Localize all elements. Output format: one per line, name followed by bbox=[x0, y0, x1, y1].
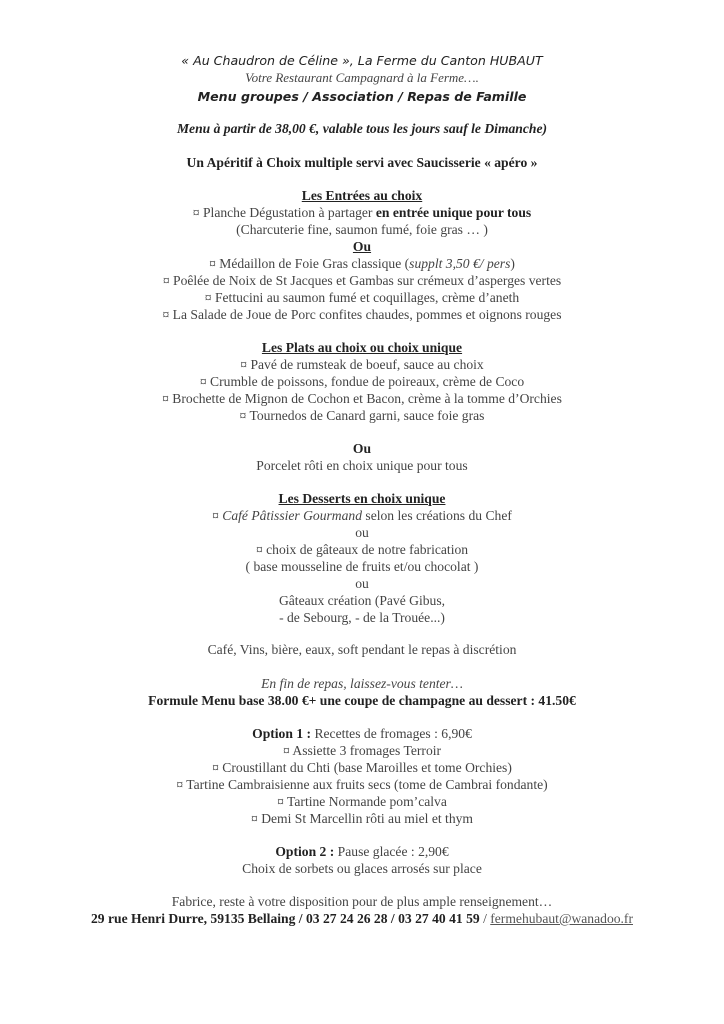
option2-label: Option 2 : bbox=[275, 844, 338, 859]
dessert-creation: Gâteaux création (Pavé Gibus, bbox=[278, 593, 446, 608]
dessert-gateaux-detail: ( base mousseline de fruits et/ou chocolat ) bbox=[245, 559, 479, 574]
option1-item: ¤ Assiette 3 fromages Terroir bbox=[282, 743, 442, 758]
option2-text: Pause glacée : 2,90€ bbox=[337, 844, 449, 859]
dessert-cafe-name: Café Pâtissier Gourmand bbox=[222, 508, 363, 523]
contact-line bbox=[0, 910, 724, 927]
option1-item: ¤ Demi St Marcellin rôti au miel et thym bbox=[251, 811, 473, 826]
plat-item: ¤ Pavé de rumsteak de boeuf, sauce au choix bbox=[240, 357, 484, 372]
option1-item: ¤ Croustillant du Chti (base Maroilles et tome Orchies) bbox=[212, 760, 512, 775]
entree-medaillon-supplement: supplt 3,50 €/ pers bbox=[409, 256, 511, 271]
dessert-ou: ou bbox=[355, 525, 369, 540]
entree-planche-detail: (Charcuterie fine, saumon fumé, foie gras … ) bbox=[236, 222, 488, 237]
restaurant-title-text: « Au Chaudron de Céline », La Ferme du Canton HUBAUT bbox=[181, 53, 543, 68]
finale-teaser: En fin de repas, laissez-vous tenter… bbox=[261, 676, 463, 691]
menu-type: Menu groupes / Association / Repas de Famille bbox=[197, 89, 527, 104]
aperitif-line: Un Apéritif à Choix multiple servi avec Saucisserie « apéro » bbox=[186, 155, 538, 170]
contact-text: Fabrice, reste à votre disposition pour de plus ample renseignement… bbox=[171, 894, 553, 909]
dessert-ou: ou bbox=[355, 576, 369, 591]
dessert-cafe-bullet: ¤ bbox=[212, 508, 223, 523]
restaurant-title bbox=[0, 52, 724, 69]
option2-title bbox=[0, 843, 724, 860]
formule-line: Formule Menu base 38.00 €+ une coupe de champagne au dessert : 41.50€ bbox=[148, 693, 576, 708]
contact-separator: / bbox=[479, 911, 491, 926]
entree-planche-text: ¤ Planche Dégustation à partager bbox=[192, 205, 376, 220]
option1-item: ¤ Tartine Normande pom’calva bbox=[277, 794, 447, 809]
plat-item: ¤ Brochette de Mignon de Cochon et Bacon, crème à la tomme d’Orchies bbox=[162, 391, 562, 406]
entree-item: ¤ Poêlée de Noix de St Jacques et Gambas sur crémeux d’asperges vertes bbox=[162, 273, 562, 288]
drinks-line: Café, Vins, bière, eaux, soft pendant le repas à discrétion bbox=[207, 642, 517, 657]
contact-address: 29 rue Henri Durre, 59135 Bellaing / 03 27 24 26 28 / 03 27 40 41 59 bbox=[91, 911, 480, 926]
entrees-or: Ou bbox=[352, 239, 372, 254]
desserts-heading: Les Desserts en choix unique bbox=[278, 491, 446, 506]
price-line: Menu à partir de 38,00 €, valable tous les jours sauf le Dimanche) bbox=[176, 121, 548, 136]
entree-item: ¤ La Salade de Joue de Porc confites chaudes, pommes et oignons rouges bbox=[162, 307, 562, 322]
plat-item: ¤ Crumble de poissons, fondue de poireaux, crème de Coco bbox=[199, 374, 525, 389]
email-link[interactable]: fermehubaut@wanadoo.fr bbox=[490, 911, 633, 926]
entree-item: ¤ Fettucini au saumon fumé et coquillages, crème d’aneth bbox=[204, 290, 520, 305]
option1-item: ¤ Tartine Cambraisienne aux fruits secs (tome de Cambrai fondante) bbox=[176, 777, 548, 792]
dessert-cafe bbox=[0, 507, 724, 524]
entree-planche-unique: en entrée unique pour tous bbox=[375, 205, 532, 220]
option1-text: Recettes de fromages : 6,90€ bbox=[314, 726, 472, 741]
entree-medaillon-text: ¤ Médaillon de Foie Gras classique ( bbox=[209, 256, 410, 271]
entree-medaillon bbox=[0, 255, 724, 272]
dessert-gateaux: ¤ choix de gâteaux de notre fabrication bbox=[255, 542, 469, 557]
restaurant-subtitle: Votre Restaurant Campagnard à la Ferme…. bbox=[245, 70, 479, 85]
dessert-creation-detail: - de Sebourg, - de la Trouée...) bbox=[279, 610, 445, 625]
plat-porcelet: Porcelet rôti en choix unique pour tous bbox=[256, 458, 468, 473]
entree-medaillon-close: ) bbox=[510, 256, 515, 271]
option1-title bbox=[0, 725, 724, 742]
dessert-cafe-detail: selon les créations du Chef bbox=[362, 508, 512, 523]
plat-item: ¤ Tournedos de Canard garni, sauce foie gras bbox=[239, 408, 485, 423]
option2-detail: Choix de sorbets ou glaces arrosés sur place bbox=[242, 861, 482, 876]
option1-label: Option 1 : bbox=[252, 726, 315, 741]
entrees-heading: Les Entrées au choix bbox=[301, 188, 423, 203]
plats-heading: Les Plats au choix ou choix unique bbox=[261, 340, 463, 355]
plats-or: Ou bbox=[352, 441, 372, 456]
entree-planche bbox=[0, 204, 724, 221]
